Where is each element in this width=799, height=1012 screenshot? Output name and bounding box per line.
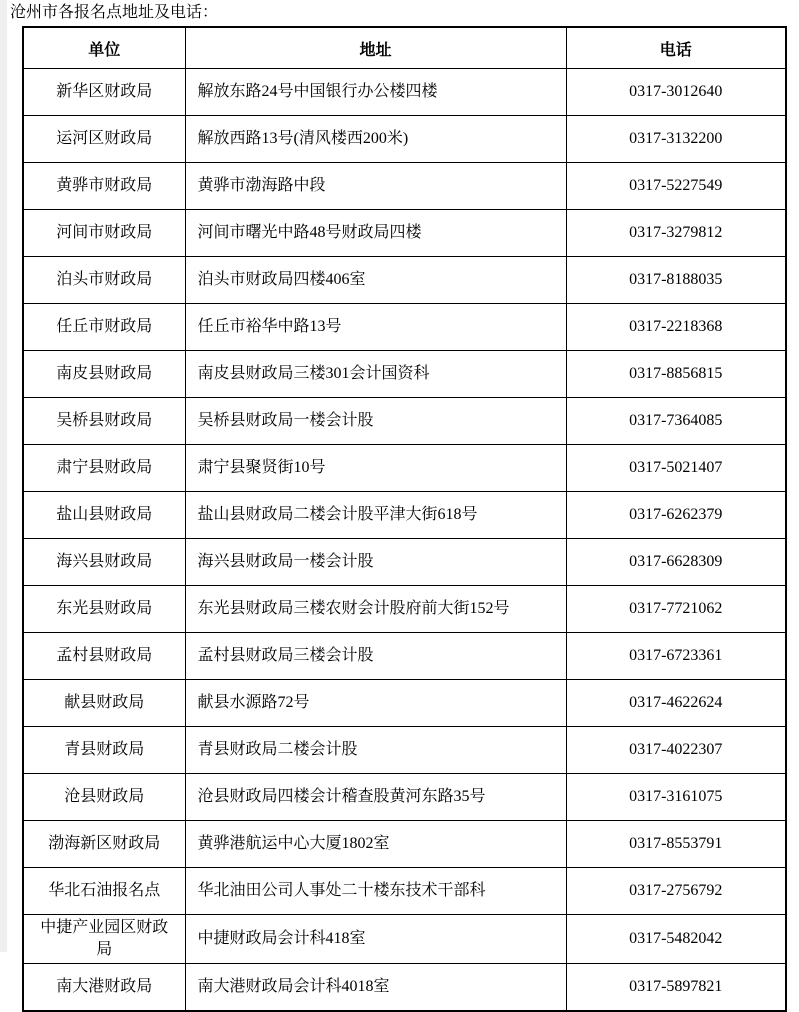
unit-cell: 中捷产业园区财政局 xyxy=(23,915,185,964)
table-row xyxy=(23,351,786,398)
unit-cell: 泊头市财政局 xyxy=(23,257,185,304)
phone-cell: 0317-5482042 xyxy=(566,915,786,964)
table-row xyxy=(23,964,786,1012)
table-row xyxy=(23,539,786,586)
phone-cell: 0317-2756792 xyxy=(566,868,786,915)
column-header-unit: 单位 xyxy=(23,27,185,69)
phone-cell: 0317-5021407 xyxy=(566,445,786,492)
phone-cell: 0317-2218368 xyxy=(566,304,786,351)
table-row xyxy=(23,774,786,821)
table-row xyxy=(23,821,786,868)
address-cell: 解放西路13号(清风楼西200米) xyxy=(185,116,566,163)
unit-cell: 吴桥县财政局 xyxy=(23,398,185,445)
phone-cell: 0317-5227549 xyxy=(566,163,786,210)
phone-cell: 0317-8553791 xyxy=(566,821,786,868)
address-cell: 献县水源路72号 xyxy=(185,680,566,727)
address-cell: 中捷财政局会计科418室 xyxy=(185,915,566,964)
phone-cell: 0317-8856815 xyxy=(566,351,786,398)
table-body xyxy=(23,69,786,1012)
table-row xyxy=(23,69,786,116)
table-header xyxy=(23,27,786,69)
address-cell: 任丘市裕华中路13号 xyxy=(185,304,566,351)
unit-cell: 任丘市财政局 xyxy=(23,304,185,351)
phone-cell: 0317-3161075 xyxy=(566,774,786,821)
address-cell: 孟村县财政局三楼会计股 xyxy=(185,633,566,680)
page-title: 沧州市各报名点地址及电话： xyxy=(10,4,219,21)
unit-cell: 南皮县财政局 xyxy=(23,351,185,398)
page-left-margin-strip xyxy=(0,0,7,952)
table-row xyxy=(23,210,786,257)
address-cell: 解放东路24号中国银行办公楼四楼 xyxy=(185,69,566,116)
unit-cell: 孟村县财政局 xyxy=(23,633,185,680)
unit-cell: 盐山县财政局 xyxy=(23,492,185,539)
phone-cell: 0317-8188035 xyxy=(566,257,786,304)
table-row xyxy=(23,915,786,964)
table-row xyxy=(23,116,786,163)
column-header-address: 地址 xyxy=(185,27,566,69)
address-cell: 南皮县财政局三楼301会计国资科 xyxy=(185,351,566,398)
phone-cell: 0317-6628309 xyxy=(566,539,786,586)
table-row xyxy=(23,727,786,774)
unit-cell: 东光县财政局 xyxy=(23,586,185,633)
unit-cell: 南大港财政局 xyxy=(23,964,185,1012)
phone-cell: 0317-3132200 xyxy=(566,116,786,163)
address-cell: 海兴县财政局一楼会计股 xyxy=(185,539,566,586)
address-cell: 盐山县财政局二楼会计股平津大街618号 xyxy=(185,492,566,539)
table-row xyxy=(23,398,786,445)
unit-cell: 沧县财政局 xyxy=(23,774,185,821)
address-cell: 泊头市财政局四楼406室 xyxy=(185,257,566,304)
unit-cell: 华北石油报名点 xyxy=(23,868,185,915)
unit-cell: 运河区财政局 xyxy=(23,116,185,163)
address-cell: 吴桥县财政局一楼会计股 xyxy=(185,398,566,445)
phone-cell: 0317-3012640 xyxy=(566,69,786,116)
phone-cell: 0317-7721062 xyxy=(566,586,786,633)
unit-cell: 青县财政局 xyxy=(23,727,185,774)
unit-cell: 黄骅市财政局 xyxy=(23,163,185,210)
table-row xyxy=(23,633,786,680)
table-row xyxy=(23,492,786,539)
address-cell: 沧县财政局四楼会计稽查股黄河东路35号 xyxy=(185,774,566,821)
address-cell: 黄骅港航运中心大厦1802室 xyxy=(185,821,566,868)
phone-cell: 0317-4622624 xyxy=(566,680,786,727)
address-cell: 东光县财政局三楼农财会计股府前大街152号 xyxy=(185,586,566,633)
unit-cell: 肃宁县财政局 xyxy=(23,445,185,492)
phone-cell: 0317-5897821 xyxy=(566,964,786,1012)
address-cell: 肃宁县聚贤街10号 xyxy=(185,445,566,492)
unit-cell: 渤海新区财政局 xyxy=(23,821,185,868)
address-cell: 南大港财政局会计科4018室 xyxy=(185,964,566,1012)
address-cell: 河间市曙光中路48号财政局四楼 xyxy=(185,210,566,257)
table-row xyxy=(23,445,786,492)
contact-table xyxy=(22,26,787,1012)
address-cell: 黄骅市渤海路中段 xyxy=(185,163,566,210)
table-row xyxy=(23,163,786,210)
column-header-phone: 电话 xyxy=(566,27,786,69)
address-cell: 青县财政局二楼会计股 xyxy=(185,727,566,774)
phone-cell: 0317-4022307 xyxy=(566,727,786,774)
unit-cell: 河间市财政局 xyxy=(23,210,185,257)
table-row xyxy=(23,586,786,633)
table-row xyxy=(23,304,786,351)
table-row xyxy=(23,680,786,727)
table-header-row xyxy=(23,27,786,69)
phone-cell: 0317-7364085 xyxy=(566,398,786,445)
unit-cell: 献县财政局 xyxy=(23,680,185,727)
table-row xyxy=(23,868,786,915)
table-row xyxy=(23,257,786,304)
phone-cell: 0317-6262379 xyxy=(566,492,786,539)
address-cell: 华北油田公司人事处二十楼东技术干部科 xyxy=(185,868,566,915)
phone-cell: 0317-6723361 xyxy=(566,633,786,680)
phone-cell: 0317-3279812 xyxy=(566,210,786,257)
unit-cell: 新华区财政局 xyxy=(23,69,185,116)
unit-cell: 海兴县财政局 xyxy=(23,539,185,586)
